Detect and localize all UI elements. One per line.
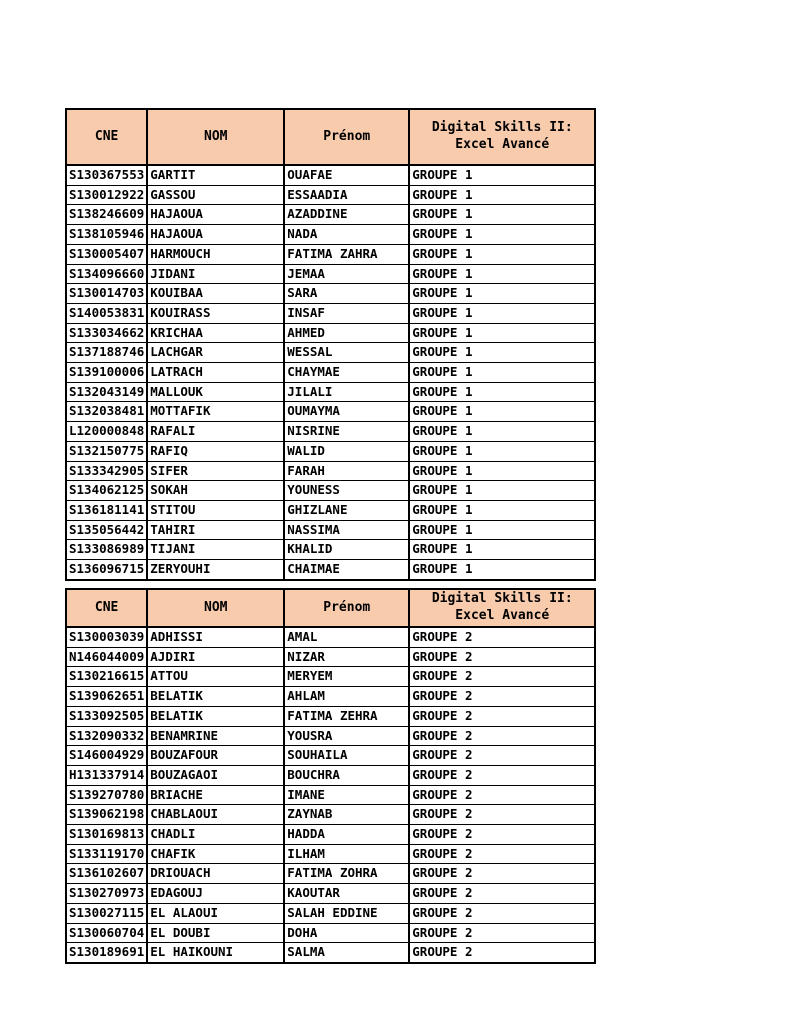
table-row	[66, 402, 595, 422]
cell-prenom: NADA	[284, 225, 409, 245]
groupe-2-rows	[66, 627, 595, 963]
cell-prenom: GHIZLANE	[284, 500, 409, 520]
table-row	[66, 441, 595, 461]
cell-cne: S130216615	[66, 667, 147, 687]
cell-nom: BRIACHE	[147, 785, 284, 805]
cell-nom: CHAFIK	[147, 844, 284, 864]
cell-prenom: INSAF	[284, 303, 409, 323]
cell-prenom: NISRINE	[284, 422, 409, 442]
table-row	[66, 765, 595, 785]
cell-nom: KRICHAA	[147, 323, 284, 343]
cell-prenom: NASSIMA	[284, 520, 409, 540]
table-row	[66, 481, 595, 501]
table-row	[66, 323, 595, 343]
cell-nom: RAFALI	[147, 422, 284, 442]
cell-cne: S130169813	[66, 825, 147, 845]
cell-nom: CHADLI	[147, 825, 284, 845]
cell-groupe: GROUPE 2	[409, 627, 595, 647]
cell-cne: S133034662	[66, 323, 147, 343]
table-row	[66, 746, 595, 766]
cell-groupe: GROUPE 2	[409, 825, 595, 845]
cell-prenom: HADDA	[284, 825, 409, 845]
table-row	[66, 264, 595, 284]
cell-groupe: GROUPE 1	[409, 402, 595, 422]
cell-nom: MALLOUK	[147, 382, 284, 402]
cell-cne: S130060704	[66, 923, 147, 943]
table-row	[66, 244, 595, 264]
cell-prenom: AHLAM	[284, 687, 409, 707]
cell-prenom: ESSAADIA	[284, 185, 409, 205]
cell-groupe: GROUPE 1	[409, 382, 595, 402]
cell-nom: BOUZAGAOI	[147, 765, 284, 785]
cell-groupe: GROUPE 2	[409, 923, 595, 943]
cell-groupe: GROUPE 1	[409, 225, 595, 245]
cell-groupe: GROUPE 1	[409, 422, 595, 442]
header-row	[66, 109, 595, 165]
cell-nom: SOKAH	[147, 481, 284, 501]
table-row	[66, 343, 595, 363]
table-row	[66, 647, 595, 667]
table-row	[66, 363, 595, 383]
skills-column-header	[409, 109, 595, 165]
cell-nom: LATRACH	[147, 363, 284, 383]
cell-groupe: GROUPE 1	[409, 363, 595, 383]
cell-prenom: YOUNESS	[284, 481, 409, 501]
cell-nom: EL HAIKOUNI	[147, 943, 284, 963]
cell-nom: JIDANI	[147, 264, 284, 284]
cell-prenom: WALID	[284, 441, 409, 461]
table-row	[66, 864, 595, 884]
cell-cne: S136181141	[66, 500, 147, 520]
prenom-column-header: Prénom	[284, 589, 409, 627]
table-row	[66, 225, 595, 245]
table-row	[66, 185, 595, 205]
cell-groupe: GROUPE 1	[409, 205, 595, 225]
cell-groupe: GROUPE 2	[409, 864, 595, 884]
cell-groupe: GROUPE 2	[409, 805, 595, 825]
cell-groupe: GROUPE 1	[409, 244, 595, 264]
cell-cne: S132150775	[66, 441, 147, 461]
cell-prenom: OUMAYMA	[284, 402, 409, 422]
groupe-1-table	[65, 108, 596, 581]
cell-cne: S134062125	[66, 481, 147, 501]
table-row	[66, 500, 595, 520]
table-row	[66, 461, 595, 481]
cell-cne: S130012922	[66, 185, 147, 205]
cell-nom: EDAGOUJ	[147, 884, 284, 904]
cell-cne: S135056442	[66, 520, 147, 540]
cell-prenom: KHALID	[284, 540, 409, 560]
cell-prenom: ZAYNAB	[284, 805, 409, 825]
cell-prenom: FARAH	[284, 461, 409, 481]
skills-header-line1: Digital Skills II:	[431, 120, 573, 136]
skills-header-line2: Excel Avancé	[455, 137, 550, 152]
cell-nom: CHABLAOUI	[147, 805, 284, 825]
cell-nom: HAJAOUA	[147, 225, 284, 245]
cell-cne: S146004929	[66, 746, 147, 766]
cell-groupe: GROUPE 2	[409, 903, 595, 923]
cell-prenom: JEMAA	[284, 264, 409, 284]
cell-nom: RAFIQ	[147, 441, 284, 461]
cell-cne: S132043149	[66, 382, 147, 402]
cell-nom: KOUIRASS	[147, 303, 284, 323]
cell-cne: S130367553	[66, 165, 147, 185]
cell-groupe: GROUPE 2	[409, 687, 595, 707]
cne-column-header: CNE	[66, 589, 147, 627]
cell-cne: S130027115	[66, 903, 147, 923]
cell-nom: KOUIBAA	[147, 284, 284, 304]
cell-groupe: GROUPE 1	[409, 264, 595, 284]
cell-cne: S134096660	[66, 264, 147, 284]
cell-cne: S130270973	[66, 884, 147, 904]
cell-cne: S132090332	[66, 726, 147, 746]
cell-cne: S139062198	[66, 805, 147, 825]
cell-cne: S138246609	[66, 205, 147, 225]
cell-groupe: GROUPE 1	[409, 560, 595, 580]
cell-nom: EL ALAOUI	[147, 903, 284, 923]
cell-nom: MOTTAFIK	[147, 402, 284, 422]
cell-nom: STITOU	[147, 500, 284, 520]
cell-prenom: DOHA	[284, 923, 409, 943]
cell-cne: S133086989	[66, 540, 147, 560]
nom-column-header: NOM	[147, 589, 284, 627]
table-row	[66, 627, 595, 647]
cell-prenom: SARA	[284, 284, 409, 304]
skills-column-header	[409, 589, 595, 627]
cell-nom: ATTOU	[147, 667, 284, 687]
cell-nom: BELATIK	[147, 706, 284, 726]
cell-nom: BELATIK	[147, 687, 284, 707]
cell-groupe: GROUPE 1	[409, 284, 595, 304]
cell-prenom: JILALI	[284, 382, 409, 402]
cell-cne: S132038481	[66, 402, 147, 422]
cell-prenom: FATIMA ZOHRA	[284, 864, 409, 884]
cell-groupe: GROUPE 1	[409, 185, 595, 205]
cell-cne: S130005407	[66, 244, 147, 264]
cell-groupe: GROUPE 1	[409, 481, 595, 501]
table-row	[66, 943, 595, 963]
cell-prenom: SALMA	[284, 943, 409, 963]
cell-groupe: GROUPE 2	[409, 884, 595, 904]
cell-cne: L120000848	[66, 422, 147, 442]
cell-prenom: AZADDINE	[284, 205, 409, 225]
cell-prenom: SALAH EDDINE	[284, 903, 409, 923]
table-row	[66, 205, 595, 225]
cell-groupe: GROUPE 1	[409, 441, 595, 461]
cell-cne: S136102607	[66, 864, 147, 884]
cell-nom: TIJANI	[147, 540, 284, 560]
cell-prenom: CHAYMAE	[284, 363, 409, 383]
table-row	[66, 785, 595, 805]
cell-nom: HARMOUCH	[147, 244, 284, 264]
cell-cne: S133119170	[66, 844, 147, 864]
cell-cne: S137188746	[66, 343, 147, 363]
cell-nom: ZERYOUHI	[147, 560, 284, 580]
cell-groupe: GROUPE 2	[409, 844, 595, 864]
cell-cne: S130014703	[66, 284, 147, 304]
cell-groupe: GROUPE 2	[409, 943, 595, 963]
header-row	[66, 589, 595, 627]
cell-prenom: ILHAM	[284, 844, 409, 864]
table-row	[66, 903, 595, 923]
groupe-2-table	[65, 588, 596, 964]
table-row	[66, 667, 595, 687]
cell-nom: SIFER	[147, 461, 284, 481]
cell-nom: GASSOU	[147, 185, 284, 205]
cell-cne: S133092505	[66, 706, 147, 726]
skills-header-line1: Digital Skills II:	[431, 591, 573, 607]
cell-nom: BOUZAFOUR	[147, 746, 284, 766]
cell-prenom: MERYEM	[284, 667, 409, 687]
cell-groupe: GROUPE 2	[409, 726, 595, 746]
cell-nom: ADHISSI	[147, 627, 284, 647]
table-row	[66, 825, 595, 845]
skills-header-line2: Excel Avancé	[455, 608, 550, 623]
cell-groupe: GROUPE 2	[409, 667, 595, 687]
cell-prenom: FATIMA ZAHRA	[284, 244, 409, 264]
cell-nom: HAJAOUA	[147, 205, 284, 225]
cell-nom: GARTIT	[147, 165, 284, 185]
cell-prenom: OUAFAE	[284, 165, 409, 185]
cell-cne: S139062651	[66, 687, 147, 707]
cell-prenom: AHMED	[284, 323, 409, 343]
table-row	[66, 540, 595, 560]
table-row	[66, 382, 595, 402]
cell-nom: DRIOUACH	[147, 864, 284, 884]
cell-groupe: GROUPE 1	[409, 500, 595, 520]
cell-prenom: IMANE	[284, 785, 409, 805]
cell-groupe: GROUPE 1	[409, 165, 595, 185]
cell-prenom: FATIMA ZEHRA	[284, 706, 409, 726]
table-row	[66, 560, 595, 580]
cell-prenom: YOUSRA	[284, 726, 409, 746]
cell-groupe: GROUPE 2	[409, 765, 595, 785]
cell-cne: N146044009	[66, 647, 147, 667]
cell-groupe: GROUPE 2	[409, 647, 595, 667]
nom-column-header: NOM	[147, 109, 284, 165]
table-row	[66, 805, 595, 825]
cell-prenom: AMAL	[284, 627, 409, 647]
cell-prenom: SOUHAILA	[284, 746, 409, 766]
cell-cne: S139270780	[66, 785, 147, 805]
cell-groupe: GROUPE 1	[409, 520, 595, 540]
table-row	[66, 422, 595, 442]
cell-cne: S130003039	[66, 627, 147, 647]
cell-groupe: GROUPE 2	[409, 785, 595, 805]
cell-cne: S136096715	[66, 560, 147, 580]
cell-cne: S130189691	[66, 943, 147, 963]
cell-nom: EL DOUBI	[147, 923, 284, 943]
cell-nom: BENAMRINE	[147, 726, 284, 746]
cell-prenom: KAOUTAR	[284, 884, 409, 904]
cell-prenom: CHAIMAE	[284, 560, 409, 580]
cell-cne: S133342905	[66, 461, 147, 481]
prenom-column-header: Prénom	[284, 109, 409, 165]
cell-groupe: GROUPE 2	[409, 746, 595, 766]
table-row	[66, 165, 595, 185]
cell-cne: S138105946	[66, 225, 147, 245]
cell-nom: AJDIRI	[147, 647, 284, 667]
cell-groupe: GROUPE 1	[409, 540, 595, 560]
cell-nom: TAHIRI	[147, 520, 284, 540]
table-row	[66, 520, 595, 540]
cell-groupe: GROUPE 1	[409, 303, 595, 323]
cell-cne: H131337914	[66, 765, 147, 785]
cell-groupe: GROUPE 1	[409, 343, 595, 363]
cell-groupe: GROUPE 1	[409, 461, 595, 481]
cell-groupe: GROUPE 1	[409, 323, 595, 343]
table-row	[66, 687, 595, 707]
cell-prenom: NIZAR	[284, 647, 409, 667]
table-row	[66, 844, 595, 864]
table-row	[66, 303, 595, 323]
cell-prenom: BOUCHRA	[284, 765, 409, 785]
cell-cne: S140053831	[66, 303, 147, 323]
cell-nom: LACHGAR	[147, 343, 284, 363]
cell-prenom: WESSAL	[284, 343, 409, 363]
cell-groupe: GROUPE 2	[409, 706, 595, 726]
groupe-1-rows	[66, 165, 595, 580]
table-row	[66, 284, 595, 304]
cne-column-header: CNE	[66, 109, 147, 165]
cell-cne: S139100006	[66, 363, 147, 383]
table-row	[66, 726, 595, 746]
table-row	[66, 706, 595, 726]
table-row	[66, 884, 595, 904]
table-row	[66, 923, 595, 943]
